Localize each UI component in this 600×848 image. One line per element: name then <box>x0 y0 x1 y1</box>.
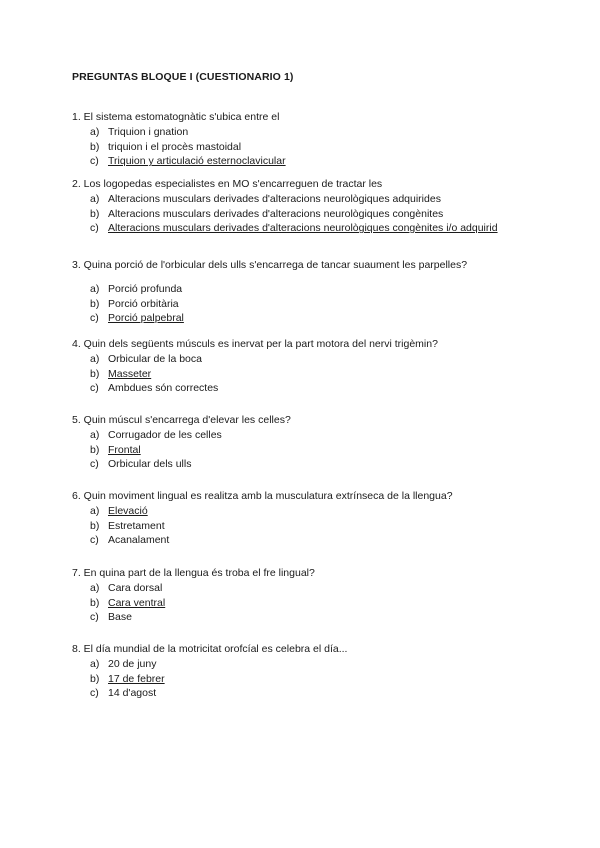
question-3-option-c <box>72 311 542 326</box>
question-5-option-b <box>72 443 542 458</box>
option-text: triquion i el procès mastoidal <box>108 140 242 153</box>
question-1-text: 1. El sistema estomatognàtic s'ubica entre el <box>72 111 280 123</box>
question-6-option-c <box>72 533 542 548</box>
option-letter: c) <box>90 312 99 325</box>
question-2-option-b <box>72 207 542 222</box>
option-letter: a) <box>90 283 100 295</box>
option-text: Alteracions musculars derivades d'alteracions neurològiques congènites i/o adquirid <box>108 222 498 235</box>
option-text: Alteracions musculars derivades d'alteracions neurològiques adquirides <box>108 193 441 205</box>
option-text: Cara ventral <box>108 596 166 609</box>
option-text: 20 de juny <box>108 658 157 670</box>
option-letter: c) <box>90 155 99 168</box>
question-1-option-a <box>72 125 542 140</box>
question-3-options <box>72 282 542 326</box>
option-letter: a) <box>90 505 100 517</box>
option-letter: c) <box>90 534 99 547</box>
question-8-option-c <box>72 686 542 701</box>
question-1-option-c <box>72 154 542 169</box>
question-7-option-c <box>72 610 542 625</box>
question-5-text: 5. Quin múscul s'encarrega d'elevar les celles? <box>72 414 291 426</box>
question-8-text: 8. El día mundial de la motricitat orofcíal es celebra el día... <box>72 643 348 655</box>
option-letter: a) <box>90 193 100 205</box>
option-letter: b) <box>90 140 100 153</box>
question-3-option-b <box>72 297 542 312</box>
question-7 <box>72 566 542 625</box>
option-letter: b) <box>90 367 100 380</box>
option-text: Alteracions musculars derivades d'alteracions neurològiques congènites <box>108 207 444 220</box>
question-5-options <box>72 428 542 472</box>
option-letter: c) <box>90 382 99 395</box>
option-text: Porció orbitària <box>108 297 179 310</box>
page-title: PREGUNTAS BLOQUE I (CUESTIONARIO 1) <box>72 71 294 83</box>
question-3-option-a <box>72 282 542 297</box>
question-4-option-a <box>72 352 542 367</box>
question-6 <box>72 489 542 548</box>
question-6-text: 6. Quin moviment lingual es realitza amb la musculatura extrínseca de la llengua? <box>72 490 453 502</box>
option-letter: a) <box>90 658 100 670</box>
option-letter: b) <box>90 443 100 456</box>
question-6-option-b <box>72 519 542 534</box>
option-text: Frontal <box>108 443 141 456</box>
option-letter: a) <box>90 429 100 441</box>
question-4-option-b <box>72 367 542 382</box>
question-7-text: 7. En quina part de la llengua és troba el fre lingual? <box>72 567 315 579</box>
option-text: Orbicular de la boca <box>108 353 202 365</box>
question-5-option-a <box>72 428 542 443</box>
question-3 <box>72 258 542 326</box>
question-7-option-a <box>72 581 542 596</box>
question-4-text: 4. Quin dels següents músculs es inervat per la part motora del nervi trigèmin? <box>72 338 438 350</box>
question-1-option-b <box>72 140 542 155</box>
question-3-text: 3. Quina porció de l'orbicular dels ulls s'encarrega de tancar suaument les parpelles? <box>72 259 468 271</box>
option-letter: b) <box>90 672 100 685</box>
option-letter: c) <box>90 222 99 235</box>
option-text: Base <box>108 611 132 624</box>
question-8-options <box>72 657 542 701</box>
option-letter: c) <box>90 611 99 624</box>
option-text: Estretament <box>108 519 165 532</box>
question-1 <box>72 110 542 169</box>
option-text: Acanalament <box>108 534 170 547</box>
option-text: Corrugador de les celles <box>108 429 222 441</box>
option-letter: a) <box>90 353 100 365</box>
option-text: Masseter <box>108 367 152 380</box>
option-letter: b) <box>90 297 100 310</box>
option-letter: c) <box>90 458 99 471</box>
question-1-options <box>72 125 542 169</box>
option-text: Triquion i gnation <box>108 126 189 138</box>
option-letter: a) <box>90 582 100 594</box>
option-text: Triquion y articulació esternoclavicular <box>108 155 286 168</box>
option-text: Ambdues són correctes <box>108 382 219 395</box>
question-5-option-c <box>72 457 542 472</box>
question-8 <box>72 642 542 701</box>
question-2-option-a <box>72 192 542 207</box>
option-text: Cara dorsal <box>108 582 163 594</box>
option-letter: b) <box>90 519 100 532</box>
question-7-options <box>72 581 542 625</box>
question-4-option-c <box>72 381 542 396</box>
option-text: Porció palpebral <box>108 312 184 325</box>
question-8-option-b <box>72 672 542 687</box>
option-letter: b) <box>90 207 100 220</box>
question-4-options <box>72 352 542 396</box>
question-8-option-a <box>72 657 542 672</box>
option-text: 14 d'agost <box>108 687 157 700</box>
option-letter: b) <box>90 596 100 609</box>
question-2-option-c <box>72 221 542 236</box>
question-5 <box>72 413 542 472</box>
question-6-options <box>72 504 542 548</box>
question-2-text: 2. Los logopedas especialistes en MO s'encarreguen de tractar les <box>72 178 383 190</box>
question-2 <box>72 177 542 236</box>
option-text: Orbicular dels ulls <box>108 458 192 471</box>
question-4 <box>72 337 542 396</box>
question-7-option-b <box>72 596 542 611</box>
question-6-option-a <box>72 504 542 519</box>
option-letter: a) <box>90 126 100 138</box>
option-text: 17 de febrer <box>108 672 165 685</box>
option-letter: c) <box>90 687 99 700</box>
option-text: Elevació <box>108 505 148 517</box>
option-text: Porció profunda <box>108 283 183 295</box>
question-2-options <box>72 192 542 236</box>
